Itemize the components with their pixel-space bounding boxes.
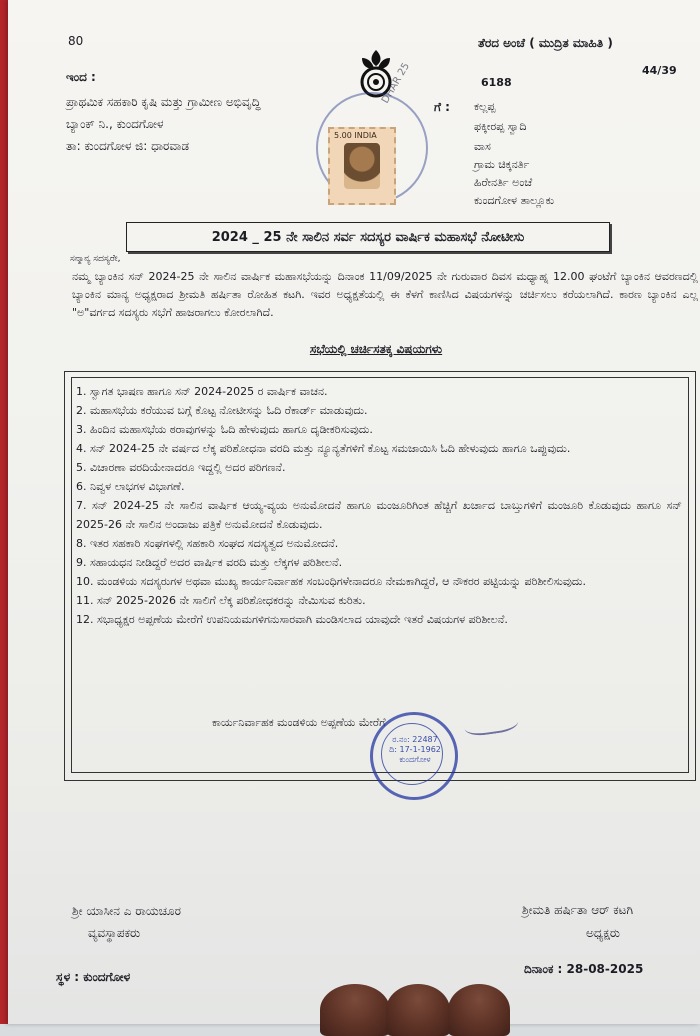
postage-stamp xyxy=(328,127,396,205)
place-line: ಸ್ಥಳ : ಕುಂದಗೋಳ xyxy=(56,970,131,984)
seal-date: ದಿ: 17-1-1962 xyxy=(389,745,441,754)
agenda-heading: ಸಭೆಯಲ್ಲಿ ಚರ್ಚಿಸತಕ್ಕ ವಿಷಯಗಳು xyxy=(309,342,443,356)
recipient-taluk: ಕುಂದಗೋಳ ತಾಲ್ಲೂಕು xyxy=(474,194,555,207)
agenda-list xyxy=(76,382,682,629)
agenda-item: 9. ಸಹಾಯಧನ ನೀಡಿದ್ದರೆ ಅದರ ವಾರ್ಷಿಕ ವರದಿ ಮತ್ತು ಲೆಕ್ಕಗಳ ಪರಿಶೀಲನೆ. xyxy=(76,556,343,569)
agenda-item: 5. ವಿಚಾರಣಾ ವರದಿಯೇನಾದರೂ ಇದ್ದಲ್ಲಿ ಅದರ ಪರಿಗಣನೆ. xyxy=(76,461,286,474)
agenda-item: 8. ಇತರ ಸಹಕಾರಿ ಸಂಘಗಳಲ್ಲಿ ಸಹಕಾರಿ ಸಂಘದ ಸದಸ್ಯತ್ವದ ಅನುಮೋದನೆ. xyxy=(76,537,339,550)
manager-role: ವ್ಯವಸ್ಥಾಪಕರು xyxy=(88,926,141,940)
agenda-item: 4. ಸನ್ 2024-25 ನೇ ವರ್ಷದ ಲೆಕ್ಕ ಪರಿಶೋಧನಾ ವರದಿ ಮತ್ತು ನ್ಯೂನ್ಯತೆಗಳಿಗೆ ಕೊಟ್ಟ ಸಮಜಾಯಿಸಿ ಓದಿ ಹೇಳುವುದು ಹಾಗೂ ಒಪ್ಪುವುದು. xyxy=(76,442,571,455)
fingers-photo-element xyxy=(320,978,520,1024)
president-role: ಅಧ್ಯಕ್ಷರು xyxy=(586,926,620,940)
agenda-item: 1. ಸ್ವಾಗತ ಭಾಷಣ ಹಾಗೂ ಸನ್ 2024-2025 ರ ವಾರ್ಷಿಕ ವಾಚನ. xyxy=(76,385,328,398)
page-number: 80 xyxy=(68,34,84,48)
notice-title: 2024 _ 25 ನೇ ಸಾಲಿನ ಸರ್ವ ಸದಸ್ಯರ ವಾರ್ಷಿಕ ಮಹಾಸಭೆ ನೋಟೀಸು xyxy=(126,222,610,252)
date-line: ದಿನಾಂಕ : 28-08-2025 xyxy=(524,962,644,976)
agenda-box xyxy=(64,371,696,781)
page-ref: 44/39 xyxy=(642,64,677,77)
serial-number: 6188 xyxy=(481,76,512,89)
agenda-item: 6. ನಿವ್ವಳ ಲಾಭಗಳ ವಿಭಾಗಣೆ. xyxy=(76,480,185,493)
notice-sheet xyxy=(8,0,700,1024)
sender-line-2: ಬ್ಯಾಂಕ್ ನಿ., ಕುಂದಗೋಳ xyxy=(66,117,164,131)
stamp-portrait xyxy=(344,143,380,189)
seal-place: ಕುಂದಗೋಳ xyxy=(399,755,431,764)
sender-line-3: ತಾ: ಕುಂದಗೋಳ ಜಿ: ಧಾರವಾಡ xyxy=(66,139,189,153)
agenda-item: 11. ಸನ್ 2025-2026 ನೇ ಸಾಲಿಗೆ ಲೆಕ್ಕ ಪರಿಶೋಧಕರನ್ನು ನೇಮಿಸುವ ಕುರಿತು. xyxy=(76,594,366,607)
manager-name: ಶ್ರೀ ಯಾಸೀನ ಎ ರಾಯಚೂರ xyxy=(72,904,181,918)
recipient-post: ಹಿರೇನರ್ತಿ ಅಂಚೆ xyxy=(474,176,533,189)
recipient-name: ಕಲ್ಲಪ್ಪ xyxy=(474,100,496,113)
stamp-value: 5.00 xyxy=(334,131,352,140)
postmark-text: DHAR 25 xyxy=(380,61,412,106)
agenda-item: 2. ಮಹಾಸಭೆಯ ಕರೆಯುವ ಬಗ್ಗೆ ಕೊಟ್ಟ ನೋಟೀಸನ್ನು ಓದಿ ರೆಕಾರ್ಡ್ ಮಾಡುವುದು. xyxy=(76,404,368,417)
agenda-item: 12. ಸಭಾಧ್ಯಕ್ಷರ ಅಪ್ಪಣೆಯ ಮೇರೆಗೆ ಉಪನಿಯಮಗಳಿಗನುಸಾರವಾಗಿ ಮಂಡಿಸಲಾದ ಯಾವುದೇ ಇತರೆ ವಿಷಯಗಳ ಪರಿಶೀಲನೆ. xyxy=(76,613,508,626)
recipient-residence: ವಾಸ xyxy=(474,140,491,153)
seal-reg-no: ರ.ನಂ: 22487 xyxy=(392,735,438,744)
salutation: ಸನ್ಮಾನ್ಯ ಸದಸ್ಯರೇ, xyxy=(70,254,121,264)
from-label: ಇಂದ : xyxy=(66,70,96,84)
recipient-relation: ಫಕ್ಕೀರಪ್ಪ ಸ್ವಾದಿ xyxy=(474,120,527,133)
agenda-item: 7. ಸನ್ 2024-25 ನೇ ಸಾಲಿನ ವಾರ್ಷಿಕ ಆಯ್ಯ-ವ್ಯಯ ಅನುಮೋದನೆ ಹಾಗೂ ಮಂಜೂರಿಗಿಂತ ಹೆಚ್ಚಿಗೆ ಖರ್ಚಾದ ಬಾಬ್ತುಗಳಿಗೆ ಮಂಜೂರಿ ಕೊಡುವುದು ಹಾಗೂ ಸನ್ 2025-26 ನೇ ಸಾಲಿನ ಅಂದಾಜು ಪತ್ರಿಕೆ ಅನುಮೋದನೆ ಕೊಡುವುದು. xyxy=(76,499,682,531)
intro-paragraph: ನಮ್ಮ ಬ್ಯಾಂಕಿನ ಸನ್ 2024-25 ನೇ ಸಾಲಿನ ವಾರ್ಷಿಕ ಮಹಾಸಭೆಯನ್ನು ದಿನಾಂಕ 11/09/2025 ನೇ ಗುರುವಾರ ದಿವಸ ಮಧ್ಯಾಹ್ನ 12.00 ಘಂಟೆಗೆ ಬ್ಯಾಂಕಿನ ಆವರಣದಲ್ಲಿ ಬ್ಯಾಂಕಿನ ಮಾನ್ಯ ಅಧ್ಯಕ್ಷರಾದ ಶ್ರೀಮತಿ ಹರ್ಷಿತಾ ರೋಹಿತ ಕಟಗಿ. ಇವರ ಅಧ್ಯಕ್ಷತೆಯಲ್ಲಿ ಈ ಕೆಳಗೆ ಕಾಣಿಸಿದ ವಿಷಯಗಳನ್ನು ಚರ್ಚಿಸಲು ಕರೆಯಲಾಗಿದೆ. ಕಾರಣ ಬ್ಯಾಂಕಿನ ಎಲ್ಲ "ಅ"ವರ್ಗದ ಸದಸ್ಯರು ಸಭೆಗೆ ಹಾಜರಾಗಲು ಕೋರಲಾಗಿದೆ. xyxy=(72,270,698,319)
to-label: ಗೆ : xyxy=(434,100,450,114)
stamp-country: INDIA xyxy=(354,131,377,140)
sender-line-1: ಪ್ರಾಥಮಿಕ ಸಹಕಾರಿ ಕೃಷಿ ಮತ್ತು ಗ್ರಾಮೀಣ ಅಭಿವೃದ್ಧಿ xyxy=(66,95,261,109)
agenda-item: 10. ಮಂಡಳಿಯ ಸದಸ್ಯರುಗಳ ಅಥವಾ ಮುಖ್ಯ ಕಾರ್ಯನಿರ್ವಾಹಕ ಸಂಬಂಧಿಗಳೇನಾದರೂ ನೇಮಕಾಗಿದ್ದರೆ, ಆ ನೌಕರರ ಪಟ್ಟಿಯನ್ನು ಪರಿಶೀಲಿಸುವುದು. xyxy=(76,575,586,588)
postage-mode: ತೆರದ ಅಂಚೆ ( ಮುದ್ರಿತ ಮಾಹಿತಿ ) xyxy=(478,36,613,50)
president-name: ಶ್ರೀಮತಿ ಹರ್ಷಿತಾ ಆರ್ ಕಟಗಿ xyxy=(522,903,634,917)
recipient-village: ಗ್ರಾಮ ಚಿಕ್ಕನರ್ತಿ xyxy=(474,158,530,171)
board-approval: ಕಾರ್ಯನಿರ್ವಾಹಕ ಮಂಡಳಿಯ ಅಪ್ಪಣೆಯ ಮೇರೆಗೆ xyxy=(212,716,386,729)
bank-seal xyxy=(370,712,458,800)
agenda-item: 3. ಹಿಂದಿನ ಮಹಾಸಭೆಯ ಠರಾವುಗಳನ್ನು ಓದಿ ಹೇಳುವುದು ಹಾಗೂ ದೃಡೀಕರಿಸುವುದು. xyxy=(76,423,373,436)
